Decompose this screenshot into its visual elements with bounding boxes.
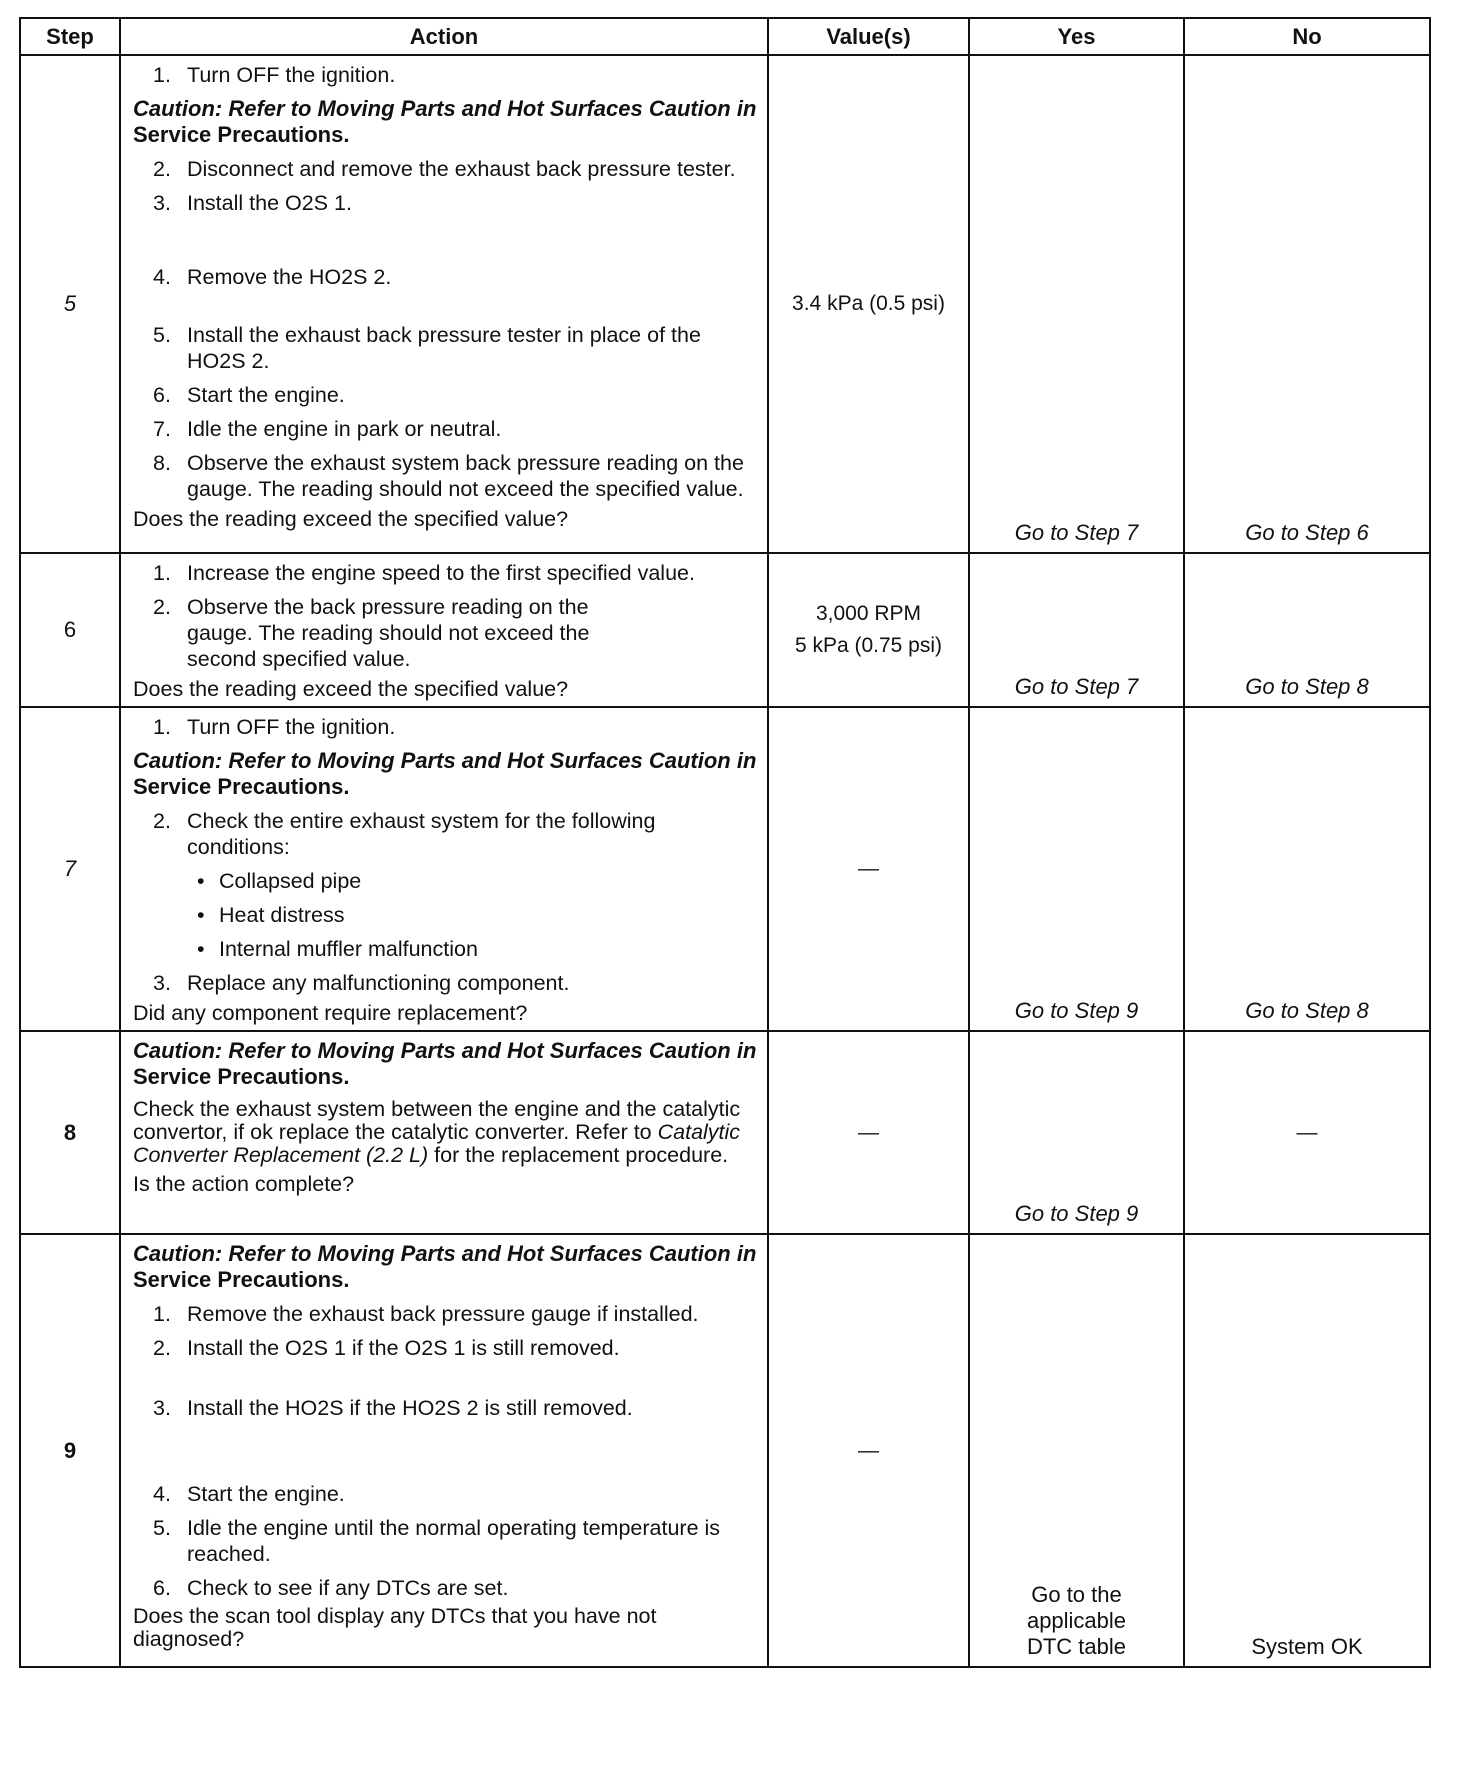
bullet-item: Heat distress <box>219 903 345 927</box>
action-item: Turn OFF the ignition. <box>187 715 396 739</box>
value-cell: — <box>768 707 969 1031</box>
yes-cell <box>969 553 1184 707</box>
action-item: Check to see if any DTCs are set. <box>187 1576 509 1600</box>
action-cell: 1. Turn OFF the ignition. Caution: Refer to Moving Parts and Hot Surfaces Caution in Service Precautions. 2. Disconnect and remove the exhaust back pressure tester. 3. Install the O2S 1. 4. Remove the HO2S 2. 5. Install the exhaust back pressure tester in place of the HO2S 2. 6. Start the engine. 7. Idle the engine in park or neutral. 8. Observe the exhaust system back pressure reading on the gauge. The reading should not exceed the specified value. Does the reading exceed the specified value? <box>120 55 768 553</box>
diagnostic-table <box>19 17 1431 1668</box>
yes-answer: Go to Step 9 <box>1014 1201 1139 1226</box>
no-cell <box>1184 55 1430 553</box>
yes-answer: Go to Step 7 <box>1014 520 1139 545</box>
action-item: Start the engine. <box>187 1482 345 1506</box>
yes-answer: Go to Step 9 <box>1014 998 1139 1023</box>
header-values: Value(s) <box>768 18 969 55</box>
table-row-step-9 <box>20 1234 1430 1667</box>
action-item: Turn OFF the ignition. <box>187 63 396 87</box>
no-cell <box>1184 707 1430 1031</box>
table-row-step-6 <box>20 553 1430 707</box>
action-item: Remove the HO2S 2. <box>187 265 392 289</box>
action-item: Disconnect and remove the exhaust back pressure tester. <box>187 157 736 181</box>
question: Is the action complete? <box>133 1172 355 1196</box>
table-row-step-5 <box>20 55 1430 553</box>
action-item: Start the engine. <box>187 383 345 407</box>
header-step: Step <box>20 18 120 55</box>
step-number: 5 <box>20 55 120 553</box>
action-paragraph: Check the exhaust system between the engine and the catalytic convertor, if ok replace the catalytic converter. Refer to Catalytic Converter Replacement (2.2 L) for the replacement procedure. <box>133 1097 741 1167</box>
action-item: Replace any malfunctioning component. <box>187 971 570 995</box>
action-item: Idle the engine in park or neutral. <box>187 417 502 441</box>
value-cell: 3.4 kPa (0.5 psi) <box>768 55 969 553</box>
value-cell: — <box>768 1234 969 1667</box>
value-cell <box>768 553 969 707</box>
yes-cell <box>969 55 1184 553</box>
action-item: Idle the engine until the normal operating temperature is reached. <box>187 1516 721 1566</box>
no-cell <box>1184 553 1430 707</box>
no-answer: Go to Step 6 <box>1245 520 1369 545</box>
question: Did any component require replacement? <box>133 1001 528 1025</box>
no-cell <box>1184 1234 1430 1667</box>
action-item: Remove the exhaust back pressure gauge if installed. <box>187 1302 699 1326</box>
question: Does the reading exceed the specified value? <box>133 507 569 531</box>
caution-note: Caution: Refer to Moving Parts and Hot Surfaces Caution in Service Precautions. <box>133 1241 757 1292</box>
no-answer: Go to Step 8 <box>1245 674 1369 699</box>
value-pressure: 5 kPa (0.75 psi) <box>794 634 943 657</box>
header-row <box>20 18 1430 55</box>
action-item: Install the O2S 1 if the O2S 1 is still removed. <box>187 1336 620 1360</box>
action-cell: Caution: Refer to Moving Parts and Hot Surfaces Caution in Service Precautions. 1. Remove the exhaust back pressure gauge if installed. 2. Install the O2S 1 if the O2S 1 is still removed. 3. Install the HO2S if the HO2S 2 is still removed. 4. Start the engine. 5. Idle the engine until the normal operating temperature is reached. 6. Check to see if any DTCs are set. Does the scan tool display any DTCs that you have not diagnosed? <box>120 1234 768 1667</box>
action-item: Observe the exhaust system back pressure reading on the gauge. The reading should not exceed the specified value. <box>187 451 744 501</box>
no-answer: System OK <box>1251 1634 1363 1659</box>
step-number: 8 <box>20 1031 120 1234</box>
question: Does the scan tool display any DTCs that you have not diagnosed? <box>133 1604 657 1651</box>
yes-answer: Go to Step 7 <box>1014 674 1139 699</box>
step-number: 9 <box>20 1234 120 1667</box>
action-cell: 1. Turn OFF the ignition. Caution: Refer to Moving Parts and Hot Surfaces Caution in Service Precautions. 2. Check the entire exhaust system for the following conditions: • Collapsed pipe • Heat distress • Internal muffler malfunction 3. Replace any malfunctioning component. Did any component require replacement? <box>120 707 768 1031</box>
caution-note: Caution: Refer to Moving Parts and Hot Surfaces Caution in Service Precautions. <box>133 96 757 147</box>
reference-link: Catalytic Converter Replacement (2.2 L) <box>133 1120 741 1167</box>
yes-cell <box>969 1031 1184 1234</box>
action-item: Install the O2S 1. <box>187 191 352 215</box>
action-item: Observe the back pressure reading on the gauge. The reading should not exceed the second specified value. <box>187 595 590 671</box>
step-number: 6 <box>20 553 120 707</box>
action-cell: 1. Increase the engine speed to the first specified value. 2. Observe the back pressure reading on the gauge. The reading should not exceed the second specified value. Does the reading exceed the specified value? <box>120 553 768 707</box>
header-action: Action <box>120 18 768 55</box>
table-row-step-7 <box>20 707 1430 1031</box>
question: Does the reading exceed the specified value? <box>133 677 569 701</box>
action-item: Install the HO2S if the HO2S 2 is still removed. <box>187 1396 633 1420</box>
yes-answer: Go to the applicable DTC table <box>1026 1582 1127 1659</box>
action-cell <box>120 1031 768 1234</box>
action-item: Check the entire exhaust system for the following conditions: <box>187 809 656 859</box>
header-no: No <box>1184 18 1430 55</box>
caution-note: Caution: Refer to Moving Parts and Hot Surfaces Caution in Service Precautions. <box>133 748 757 799</box>
yes-cell <box>969 707 1184 1031</box>
action-item: Install the exhaust back pressure tester in place of the HO2S 2. <box>187 323 701 373</box>
header-yes: Yes <box>969 18 1184 55</box>
action-item: Increase the engine speed to the first specified value. <box>187 561 695 585</box>
no-answer: Go to Step 8 <box>1245 998 1369 1023</box>
value-cell: — <box>768 1031 969 1234</box>
table-row-step-8 <box>20 1031 1430 1234</box>
bullet-item: Internal muffler malfunction <box>219 937 478 961</box>
no-cell: — <box>1184 1031 1430 1234</box>
step-number: 7 <box>20 707 120 1031</box>
caution-note: Caution: Refer to Moving Parts and Hot Surfaces Caution in Service Precautions. <box>133 1038 757 1089</box>
bullet-item: Collapsed pipe <box>219 869 362 893</box>
yes-cell <box>969 1234 1184 1667</box>
value-rpm: 3,000 RPM <box>815 602 922 625</box>
